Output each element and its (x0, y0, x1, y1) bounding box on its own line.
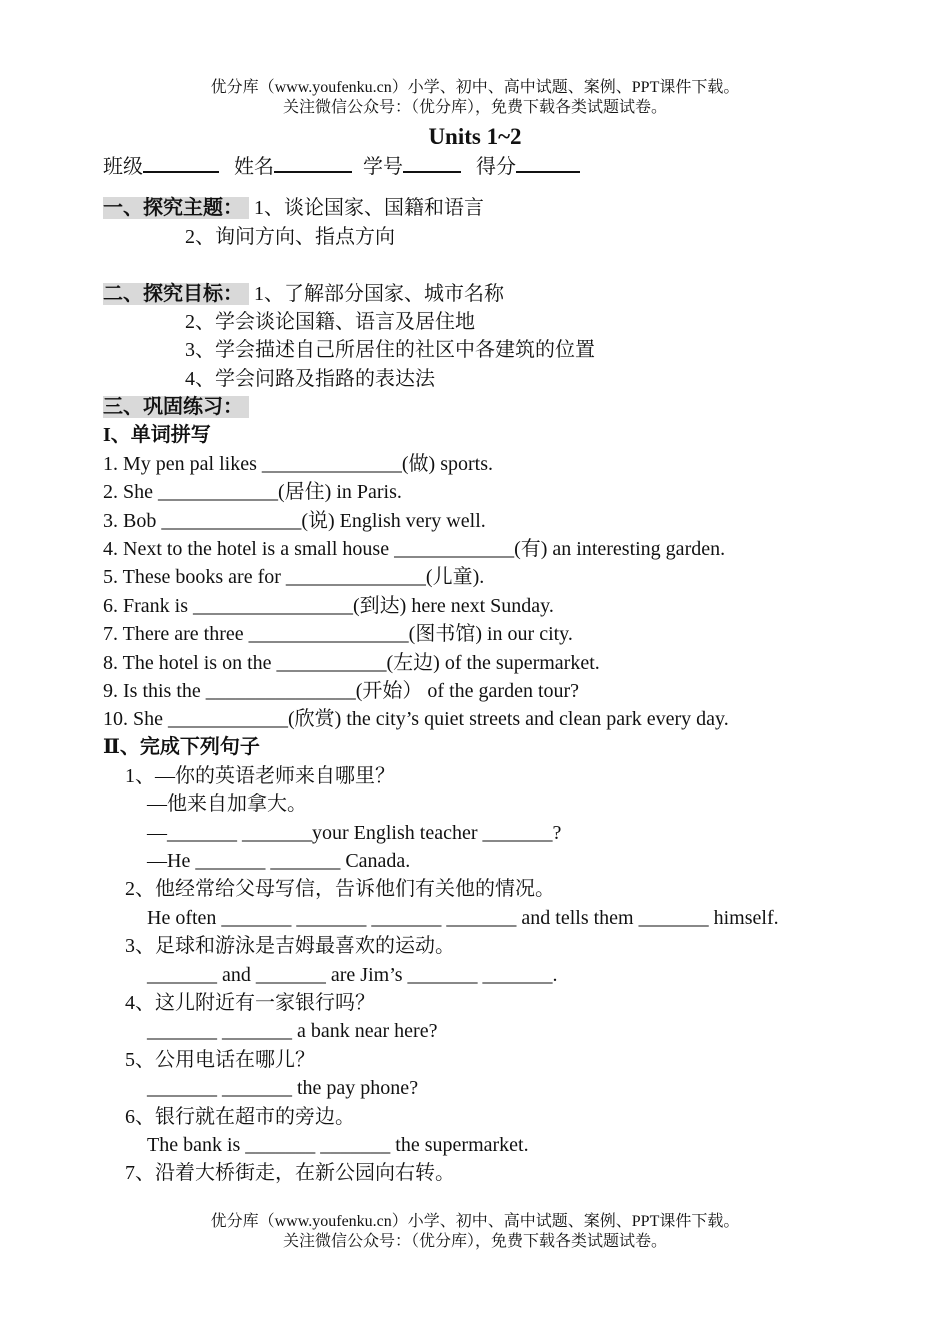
class-label: 班级 (103, 156, 143, 178)
part2-line: _______ _______ the pay phone? (147, 1077, 419, 1099)
section2-item: 2、学会谈论国籍、语言及居住地 (185, 311, 475, 333)
part2-prompt: 5、公用电话在哪儿？ (125, 1049, 315, 1071)
section2-item: 1、了解部分国家、城市名称 (254, 283, 504, 305)
part1-question: 7. There are three ________________(图书馆) in our city. (103, 623, 573, 645)
footer-line-2: 关注微信公众号：（优分库），免费下载各类试题试卷。 (282, 1233, 667, 1250)
id-blank (403, 155, 461, 173)
section2-heading: 二、探究目标： (103, 283, 249, 305)
student-info-row (103, 154, 580, 180)
part1-question: 5. These books are for ______________(儿童). (103, 566, 485, 588)
section2-item: 4、学会问路及指路的表达法 (185, 368, 435, 390)
part1-heading: I、单词拼写 (103, 424, 211, 446)
class-blank (143, 155, 219, 173)
part1-question: 10. She ____________(欣赏) the city’s quiet streets and clean park every day. (103, 708, 729, 730)
part2-prompt: 2、他经常给父母写信，告诉他们有关他的情况。 (125, 878, 555, 900)
part1-question: 3. Bob ______________(说) English very well. (103, 510, 486, 532)
part2-prompt: 4、这儿附近有一家银行吗？ (125, 992, 375, 1014)
part2-prompt: 3、足球和游泳是吉姆最喜欢的运动。 (125, 935, 455, 957)
part1-question: 6. Frank is ________________(到达) here next Sunday. (103, 595, 554, 617)
part2-prompt: 1、—你的英语老师来自哪里？ (125, 765, 395, 787)
section2-row (103, 281, 504, 307)
part2-heading: Ⅱ、完成下列句子 (103, 736, 260, 758)
id-label: 学号 (363, 156, 403, 178)
section1-row (103, 195, 484, 221)
part2-prompt: 7、沿着大桥街走，在新公园向右转。 (125, 1162, 455, 1184)
part2-line: —He _______ _______ Canada. (147, 850, 411, 872)
name-label: 姓名 (234, 156, 274, 178)
part1-question: 2. She ____________(居住) in Paris. (103, 481, 402, 503)
part2-line: _______ _______ a bank near here? (147, 1020, 438, 1042)
section3-heading: 三、巩固练习： (103, 396, 249, 418)
footer-line-1: 优分库（www.youfenku.cn）小学、初中、高中试题、案例、PPT课件下载。 (210, 1213, 740, 1230)
part2-line: _______ and _______ are Jim’s _______ _______. (147, 964, 558, 986)
section2-item: 3、学会描述自己所居住的社区中各建筑的位置 (185, 339, 595, 361)
section1-item: 2、询问方向、指点方向 (185, 226, 395, 248)
part2-line: —他来自加拿大。 (147, 793, 307, 815)
header-line-1: 优分库（www.youfenku.cn）小学、初中、高中试题、案例、PPT课件下载。 (210, 79, 740, 96)
part1-question: 1. My pen pal likes ______________(做) sports. (103, 453, 493, 475)
section1-item: 1、谈论国家、国籍和语言 (254, 197, 484, 219)
part2-line: The bank is _______ _______ the supermarket. (147, 1134, 529, 1156)
section1-heading: 一、探究主题： (103, 197, 249, 219)
header-line-2: 关注微信公众号：（优分库），免费下载各类试题试卷。 (282, 99, 667, 116)
score-blank (516, 155, 580, 173)
page-title: Units 1~2 (428, 124, 522, 149)
part1-question: 8. The hotel is on the ___________(左边) of the supermarket. (103, 652, 600, 674)
part1-question: 4. Next to the hotel is a small house ____________(有) an interesting garden. (103, 538, 726, 560)
name-blank (274, 155, 352, 173)
score-label: 得分 (476, 156, 516, 178)
part1-question: 9. Is this the _______________(开始） of the garden tour? (103, 680, 580, 702)
part2-line: —_______ _______your English teacher _______? (147, 822, 562, 844)
part2-prompt: 6、银行就在超市的旁边。 (125, 1106, 355, 1128)
section3-row (103, 394, 249, 420)
part2-line: He often _______ _______ _______ _______ and tells them _______ himself. (147, 907, 779, 929)
